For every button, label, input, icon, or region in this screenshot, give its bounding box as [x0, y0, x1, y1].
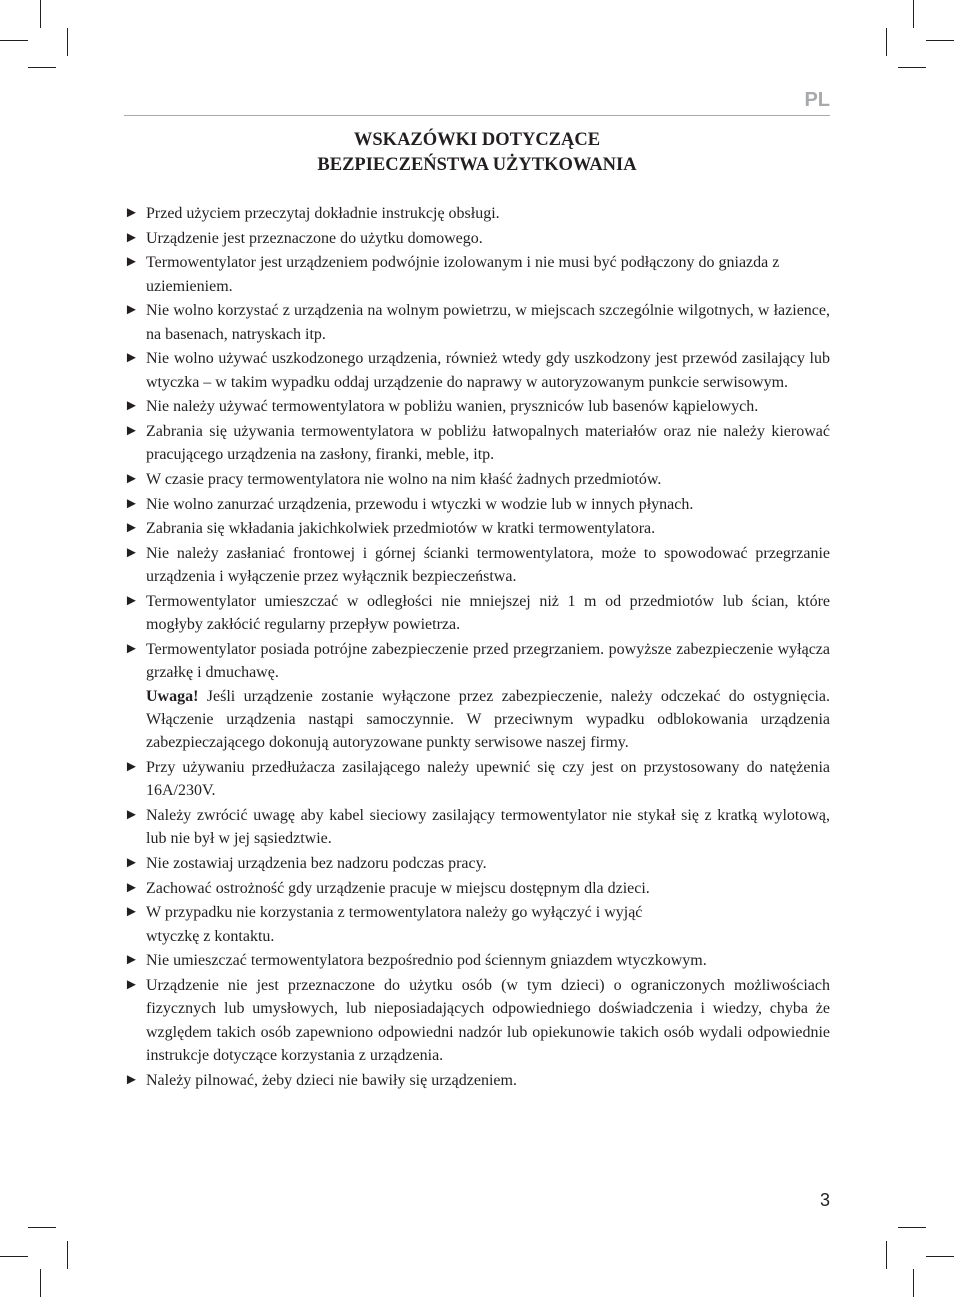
crop-mark — [886, 28, 887, 56]
arrow-bullet-icon: ► — [124, 904, 139, 921]
list-item — [124, 299, 830, 346]
arrow-bullet-icon: ► — [124, 879, 139, 896]
warning-note — [146, 685, 830, 755]
list-item-text: Przy używaniu przedłużacza zasilającego należy upewnić się czy jest on przystosowany do natężenia 16A/230V. — [146, 758, 830, 800]
arrow-bullet-icon: ► — [124, 471, 139, 487]
arrow-bullet-icon: ► — [124, 854, 139, 871]
arrow-bullet-icon: ► — [124, 398, 139, 415]
arrow-bullet-icon: ► — [124, 350, 139, 367]
crop-mark — [898, 67, 926, 68]
list-item — [124, 901, 830, 948]
arrow-bullet-icon: ► — [124, 254, 139, 271]
list-item-continuation: wtyczkę z kontaktu. — [146, 927, 275, 945]
list-item — [124, 517, 830, 540]
list-item-text: Nie należy zasłaniać frontowej i górnej ścianki termowentylatora, może to spowodować przegrzanie urządzenia i wyłączenie przez wyłącznik bezpieczeństwa. — [146, 545, 830, 586]
arrow-bullet-icon: ► — [124, 952, 139, 969]
list-item-text: Nie wolno korzystać z urządzenia na wolnym powietrzu, w miejscach szczególnie wilgotnych, w łazience, na basenach, natryskach itp. — [146, 302, 830, 343]
header-rule — [124, 115, 830, 116]
list-item-text: Termowentylator jest urządzeniem podwójnie izolowanym i nie musi być podłączony do gniazda z uziemieniem. — [146, 254, 780, 295]
list-item — [124, 468, 830, 491]
list-item — [124, 804, 830, 851]
arrow-bullet-icon: ► — [124, 976, 139, 993]
crop-mark — [28, 1227, 56, 1228]
crop-mark — [913, 1269, 914, 1297]
page-number: 3 — [819, 1190, 830, 1210]
list-item — [124, 395, 830, 418]
list-item — [124, 251, 830, 298]
arrow-bullet-icon: ► — [124, 593, 139, 610]
arrow-bullet-icon: ► — [124, 520, 139, 537]
arrow-bullet-icon: ► — [124, 423, 139, 440]
crop-mark — [0, 1256, 28, 1257]
list-item-text: Nie wolno używać uszkodzonego urządzenia, również wtedy gdy uszkodzony jest przewód zasilający lub wtyczka – w takim wypadku oddaj urządzenie do naprawy w autoryzowanym punkcie serwisowym. — [146, 350, 830, 391]
crop-mark — [40, 1269, 41, 1297]
crop-mark — [926, 1256, 954, 1257]
list-item — [124, 756, 830, 803]
title-line-2: BEZPIECZEŃSTWA UŻYTKOWANIA — [317, 155, 637, 175]
list-item — [124, 852, 830, 875]
page-title — [124, 128, 830, 178]
list-item-text: W czasie pracy termowentylatora nie wolno na nim kłaść żadnych przedmiotów. — [146, 471, 662, 488]
list-item — [124, 420, 830, 467]
list-item-text: Termowentylator posiada potrójne zabezpieczenie przed przegrzaniem. powyższe zabezpieczenie wyłącza grzałkę i dmuchawę. — [146, 641, 830, 682]
list-item-text: Nie wolno zanurzać urządzenia, przewodu i wtyczki w wodzie lub w innych płynach. — [146, 495, 694, 513]
list-item-text: Nie zostawiaj urządzenia bez nadzoru podczas pracy. — [146, 854, 487, 872]
safety-instructions-list — [124, 202, 830, 1093]
crop-mark — [898, 1227, 926, 1228]
list-item — [124, 347, 830, 394]
list-item-text: Przed użyciem przeczytaj dokładnie instrukcję obsługi. — [146, 205, 500, 222]
list-item-text: Urządzenie nie jest przeznaczone do użytku osób (w tym dzieci) o ograniczonych możliwościach fizycznych lub umysłowych, lub nieposiadających odpowiedniego doświadczenia i wiedzy, chyba że względem takich osób zapewniono odpowiedni nadzór lub opiekunowie takich osób wydali odpowiednie instrukcje dotyczące korzystania z urządzenia. — [146, 976, 830, 1064]
warning-label: Uwaga! — [146, 687, 199, 705]
arrow-bullet-icon: ► — [124, 229, 139, 246]
list-item-text: Nie należy używać termowentylatora w pobliżu wanien, pryszniców lub basenów kąpielowych. — [146, 398, 759, 416]
arrow-bullet-icon: ► — [124, 545, 139, 562]
list-item — [124, 949, 830, 972]
list-item — [124, 542, 830, 589]
list-item-text: Zabrania się wkładania jakichkolwiek przedmiotów w kratki termowentylatora. — [146, 520, 656, 538]
list-item — [124, 638, 830, 754]
arrow-bullet-icon: ► — [124, 302, 139, 319]
list-item — [124, 877, 830, 900]
language-tag: PL — [804, 89, 830, 111]
list-item — [124, 1069, 830, 1092]
list-item — [124, 227, 830, 250]
list-item-text: W przypadku nie korzystania z termowentylatora należy go wyłączyć i wyjąć — [146, 904, 643, 922]
arrow-bullet-icon: ► — [124, 495, 139, 512]
list-item-text: Termowentylator umieszczać w odległości nie mniejszej niż 1 m od przedmiotów lub ścian, które mogłyby zakłócić regularny przepływ powietrza. — [146, 593, 830, 634]
list-item — [124, 974, 830, 1067]
warning-text: Jeśli urządzenie zostanie wyłączone przez zabezpieczenie, należy odczekać do ostygnięcia. Włączenie urządzenia nastąpi samoczynnie. W przeciwnym wypadku odblokowania urządzenia zabezpieczającego dokonują autoryzowane punkty serwisowe naszej firmy. — [146, 687, 830, 752]
list-item-text: Zachować ostrożność gdy urządzenie pracuje w miejscu dostępnym dla dzieci. — [146, 879, 650, 897]
crop-mark — [40, 0, 41, 28]
list-item-text: Należy zwrócić uwagę aby kabel sieciowy zasilający termowentylator nie stykał się z kratką wylotową, lub nie był w jej sąsiedztwie. — [146, 806, 830, 848]
arrow-bullet-icon: ► — [124, 641, 139, 658]
crop-mark — [28, 67, 56, 68]
arrow-bullet-icon: ► — [124, 806, 139, 823]
crop-mark — [886, 1241, 887, 1269]
crop-mark — [0, 40, 28, 41]
list-item — [124, 202, 830, 225]
list-item-text: Zabrania się używania termowentylatora w pobliżu łatwopalnych materiałów oraz nie należy kierować pracującego urządzenia na zasłony, firanki, meble, itp. — [146, 423, 830, 464]
list-item-text: Nie umieszczać termowentylatora bezpośrednio pod ściennym gniazdem wtyczkowym. — [146, 952, 707, 970]
arrow-bullet-icon: ► — [124, 758, 139, 775]
crop-mark — [926, 40, 954, 41]
arrow-bullet-icon: ► — [124, 205, 139, 221]
list-item-text: Urządzenie jest przeznaczone do użytku domowego. — [146, 229, 483, 247]
crop-mark — [913, 0, 914, 28]
list-item — [124, 590, 830, 637]
list-item-text: Należy pilnować, żeby dzieci nie bawiły się urządzeniem. — [146, 1071, 517, 1089]
arrow-bullet-icon: ► — [124, 1071, 139, 1088]
crop-mark — [67, 28, 68, 56]
crop-mark — [67, 1241, 68, 1269]
list-item — [124, 493, 830, 516]
title-line-1: WSKAZÓWKI DOTYCZĄCE — [353, 130, 601, 150]
